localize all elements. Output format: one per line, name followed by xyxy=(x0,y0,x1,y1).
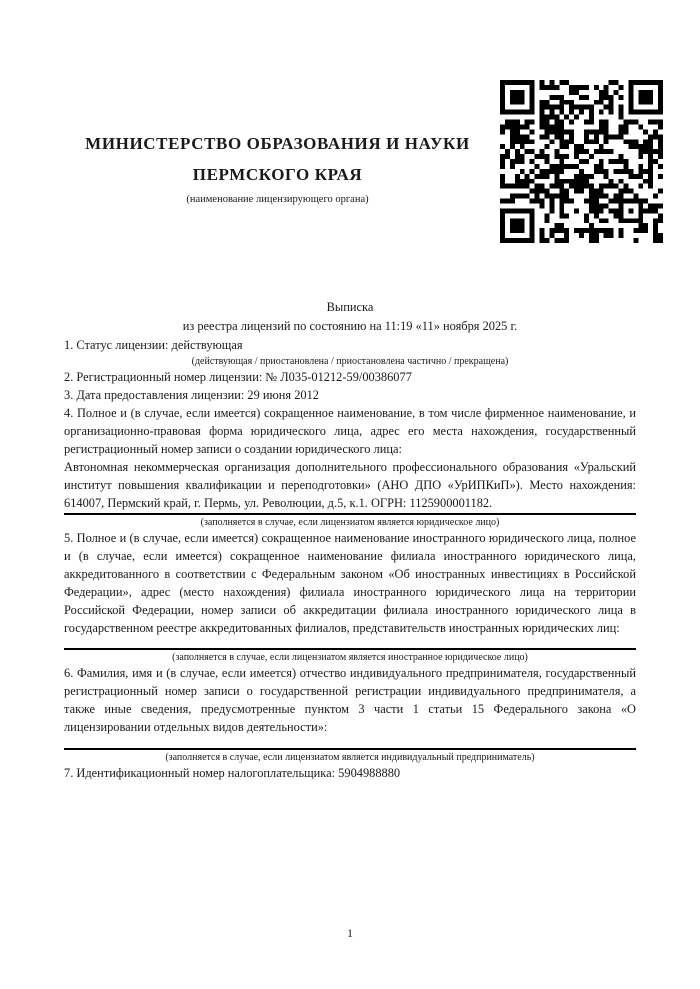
item-7-taxpayer-number: 7. Идентификационный номер налогоплательщика: 5904988880 xyxy=(64,766,401,780)
item-3-license-date: 3. Дата предоставления лицензии: 29 июня 2012 xyxy=(64,388,320,402)
item-1-license-status: 1. Статус лицензии: действующая xyxy=(64,338,243,352)
ministry-name-line1: МИНИСТЕРСТВО ОБРАЗОВАНИЯ И НАУКИ xyxy=(85,134,470,153)
item-4-legal-entity-label: 4. Полное и (в случае, если имеется) сокращенное наименование, в том числе фирменное наименование, и организационно-правовая форма юридического лица, адрес его места нахождения, государственный регистрационный номер записи о создании юридического лица: xyxy=(64,406,636,456)
document-body xyxy=(64,298,636,782)
item-5-caption: (заполняется в случае, если лицензиатом является иностранное юридическое лицо) xyxy=(172,652,528,663)
ministry-name-line2: ПЕРМСКОГО КРАЯ xyxy=(192,165,363,184)
item-1-caption: (действующая / приостановлена / приостановлена частично / прекращена) xyxy=(191,356,509,367)
title-line1: Выписка xyxy=(326,300,374,314)
item-4-legal-entity-value: Автономная некоммерческая организация дополнительного профессионального образования «Уральский институт повышения квалификации и переподготовки» (АНО ДПО «УрИПКиП»). Место нахождения: 614007, Пермский край, г. Пермь, ул. Революции, д.5, к.1. ОГРН: 1125900001182. xyxy=(64,460,636,510)
document-header xyxy=(65,128,490,206)
qr-code xyxy=(500,80,663,243)
item-5-foreign-entity-label: 5. Полное и (в случае, если имеется) сокращенное наименование иностранного юридического лица, полное и (в случае, если имеется) сокращенное наименование филиала иностранного юридического лица, аккредитованного в соответствии с Федеральным законом «Об иностранных инвестициях в Российской Федерации», адрес (место нахождения) филиала иностранного юридического лица на территории Российской Федерации, номер записи об аккредитации филиала иностранного юридического лица в государственном реестре аккредитованных филиалов, представительств иностранных юридических лиц: xyxy=(64,531,636,635)
document-title xyxy=(64,298,636,336)
title-line2: из реестра лицензий по состоянию на 11:19 «11» ноября 2025 г. xyxy=(182,319,518,333)
item-6-caption: (заполняется в случае, если лицензиатом является индивидуальный предприниматель) xyxy=(165,752,535,763)
ministry-caption: (наименование лицензирующего органа) xyxy=(186,194,369,205)
item-4-caption: (заполняется в случае, если лицензиатом является юридическое лицо) xyxy=(200,517,500,528)
page-number: 1 xyxy=(347,926,353,940)
item-6-entrepreneur-label: 6. Фамилия, имя и (в случае, если имеется) отчество индивидуального предпринимателя, государственный регистрационный номер записи о государственной регистрации индивидуального предпринимателя, а также иные сведения, предусмотренные пунктом 3 части 1 статьи 15 Федерального закона «О лицензировании отдельных видов деятельности»: xyxy=(64,666,636,734)
item-2-registration-number: 2. Регистрационный номер лицензии: № Л035-01212-59/00386077 xyxy=(64,370,412,384)
